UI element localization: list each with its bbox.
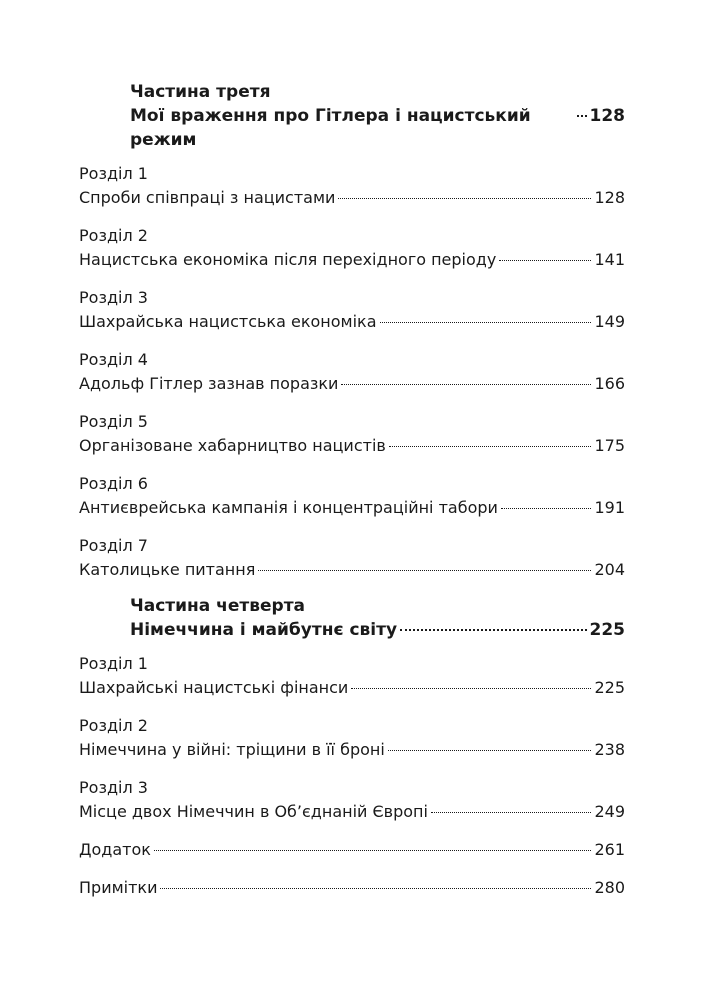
toc-entry xyxy=(79,472,625,520)
toc-entry xyxy=(79,286,625,334)
page-number: 191 xyxy=(594,498,625,517)
part-title: Німеччина і майбутнє світу xyxy=(130,620,398,640)
dot-leader xyxy=(154,850,592,851)
part-title-row xyxy=(130,618,625,642)
chapter-label: Розділ 4 xyxy=(79,350,148,369)
page-number: 280 xyxy=(594,878,625,897)
dot-leader xyxy=(351,688,591,689)
chapter-title: Шахрайська нацистська економіка xyxy=(79,312,377,331)
dot-leader xyxy=(499,260,591,261)
chapter-label: Розділ 6 xyxy=(79,474,148,493)
chapter-title: Організоване хабарництво нацистів xyxy=(79,436,386,455)
dot-leader xyxy=(380,322,592,323)
page-number: 128 xyxy=(589,106,625,126)
part-heading xyxy=(79,80,625,152)
toc-entry xyxy=(79,876,625,900)
page-number: 261 xyxy=(594,840,625,859)
toc-entry xyxy=(79,410,625,458)
page-number: 238 xyxy=(594,740,625,759)
chapter-label: Розділ 3 xyxy=(79,288,148,307)
dot-leader xyxy=(577,115,587,117)
chapter-title: Місце двох Німеччин в Об’єднаній Європі xyxy=(79,802,428,821)
toc-entry xyxy=(79,348,625,396)
appendix-title: Додаток xyxy=(79,840,151,859)
page-number: 225 xyxy=(594,678,625,697)
page-number: 128 xyxy=(594,188,625,207)
dot-leader xyxy=(160,888,591,889)
chapter-title: Німеччина у війні: тріщини в її броні xyxy=(79,740,385,759)
chapter-label: Розділ 1 xyxy=(79,164,148,183)
part-heading xyxy=(79,594,625,642)
chapter-title: Спроби співпраці з нацистами xyxy=(79,188,336,207)
chapter-label: Розділ 1 xyxy=(79,654,148,673)
part-label: Частина третя xyxy=(130,82,271,102)
part-title: Мої враження про Гітлера і нацистський режим xyxy=(130,106,531,150)
chapter-label: Розділ 5 xyxy=(79,412,148,431)
dot-leader xyxy=(338,198,591,199)
chapter-label: Розділ 7 xyxy=(79,536,148,555)
notes-title: Примітки xyxy=(79,878,158,897)
chapter-label: Розділ 2 xyxy=(79,226,148,245)
toc-entry xyxy=(79,162,625,210)
toc-entry xyxy=(79,534,625,582)
page-number: 149 xyxy=(594,312,625,331)
dot-leader xyxy=(501,508,592,509)
chapter-label: Розділ 2 xyxy=(79,716,148,735)
page-number: 141 xyxy=(594,250,625,269)
page-number: 175 xyxy=(594,436,625,455)
chapter-title: Адольф Гітлер зазнав поразки xyxy=(79,374,339,393)
toc-entry xyxy=(79,224,625,272)
page-number: 204 xyxy=(594,560,625,579)
page-number: 166 xyxy=(594,374,625,393)
dot-leader xyxy=(431,812,591,813)
chapter-title: Шахрайські нацистські фінанси xyxy=(79,678,349,697)
table-of-contents xyxy=(79,80,625,900)
toc-entry xyxy=(79,838,625,862)
page-number: 225 xyxy=(589,620,625,640)
chapter-title: Католицьке питання xyxy=(79,560,256,579)
toc-entry xyxy=(79,652,625,700)
page-number: 249 xyxy=(594,802,625,821)
chapter-label: Розділ 3 xyxy=(79,778,148,797)
chapter-title: Нацистська економіка після перехідного періоду xyxy=(79,250,497,269)
toc-entry xyxy=(79,714,625,762)
part-label: Частина четверта xyxy=(130,596,306,616)
dot-leader xyxy=(388,750,592,751)
dot-leader xyxy=(389,446,592,447)
toc-entry xyxy=(79,776,625,824)
dot-leader xyxy=(258,570,591,571)
part-title-row xyxy=(130,104,625,152)
dot-leader xyxy=(341,384,591,385)
chapter-title: Антиєврейська кампанія і концентраційні табори xyxy=(79,498,498,517)
dot-leader xyxy=(400,629,586,631)
